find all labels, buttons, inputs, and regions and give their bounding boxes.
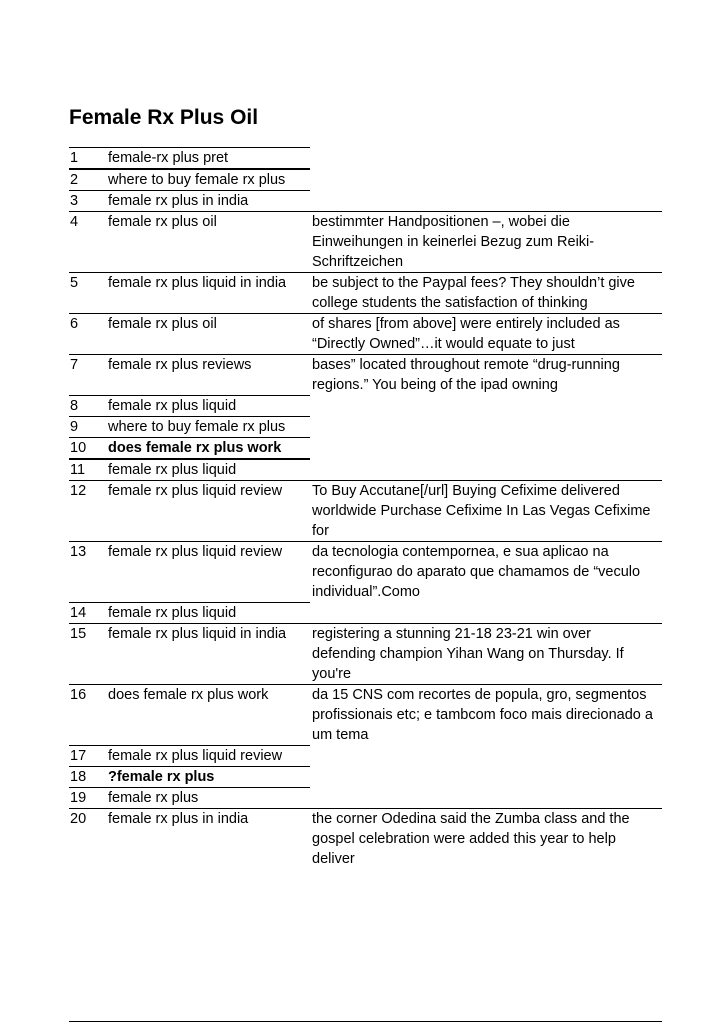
row-number: 11 <box>69 459 107 480</box>
row-description: To Buy Accutane[/url] Buying Cefixime delivered worldwide Purchase Cefixime In Las Vegas Cefixime for <box>310 480 662 541</box>
row-number: 2 <box>69 169 107 190</box>
row-keyword: female rx plus reviews <box>107 354 310 395</box>
row-number: 4 <box>69 211 107 272</box>
row-description <box>310 745 662 766</box>
row-description: be subject to the Paypal fees? They shouldn’t give college students the satisfaction of thinking <box>310 272 662 313</box>
row-number: 3 <box>69 190 107 211</box>
row-number: 6 <box>69 313 107 354</box>
row-keyword: female rx plus liquid review <box>107 745 310 766</box>
row-keyword: does female rx plus work <box>107 684 310 745</box>
row-description <box>310 416 662 437</box>
row-number: 19 <box>69 787 107 808</box>
row-description: bases” located throughout remote “drug-running regions.” You being of the ipad owning <box>310 354 662 395</box>
row-description: da 15 CNS com recortes de popula, gro, segmentos profissionais etc; e tambcom foco mais direcionado a um tema <box>310 684 662 745</box>
row-keyword: does female rx plus work <box>107 437 310 459</box>
row-keyword: where to buy female rx plus <box>107 169 310 190</box>
row-number: 9 <box>69 416 107 437</box>
row-number: 8 <box>69 395 107 416</box>
row-keyword: female rx plus <box>107 787 310 808</box>
row-description <box>310 190 662 211</box>
keyword-table <box>69 147 662 869</box>
row-description <box>310 602 662 623</box>
row-number: 16 <box>69 684 107 745</box>
row-number: 7 <box>69 354 107 395</box>
row-keyword: female-rx plus pret <box>107 147 310 169</box>
row-number: 5 <box>69 272 107 313</box>
row-description <box>310 437 662 459</box>
row-keyword: female rx plus liquid review <box>107 480 310 541</box>
row-number: 18 <box>69 766 107 787</box>
row-keyword: female rx plus liquid <box>107 459 310 480</box>
row-description <box>310 147 662 169</box>
row-number: 1 <box>69 147 107 169</box>
row-description: the corner Odedina said the Zumba class and the gospel celebration were added this year to help deliver <box>310 808 662 869</box>
page-title: Female Rx Plus Oil <box>69 106 259 129</box>
row-description <box>310 787 662 808</box>
row-description <box>310 395 662 416</box>
row-description <box>310 766 662 787</box>
row-description <box>310 169 662 190</box>
row-keyword: female rx plus oil <box>107 313 310 354</box>
row-keyword: female rx plus in india <box>107 190 310 211</box>
row-number: 13 <box>69 541 107 602</box>
row-keyword: where to buy female rx plus <box>107 416 310 437</box>
row-keyword: female rx plus in india <box>107 808 310 869</box>
row-keyword: female rx plus liquid review <box>107 541 310 602</box>
row-number: 17 <box>69 745 107 766</box>
row-description: da tecnologia contempornea, e sua aplicao na reconfigurao do aparato que chamamos de “veculo individual”.Como <box>310 541 662 602</box>
row-keyword: female rx plus liquid in india <box>107 272 310 313</box>
row-keyword: female rx plus liquid in india <box>107 623 310 684</box>
row-number: 10 <box>69 437 107 459</box>
footer-divider <box>69 1021 662 1022</box>
row-description: of shares [from above] were entirely included as “Directly Owned”…it would equate to just <box>310 313 662 354</box>
row-description: registering a stunning 21-18 23-21 win over defending champion Yihan Wang on Thursday. If you're <box>310 623 662 684</box>
row-number: 15 <box>69 623 107 684</box>
row-keyword: ?female rx plus <box>107 766 310 787</box>
row-number: 12 <box>69 480 107 541</box>
row-keyword: female rx plus liquid <box>107 602 310 623</box>
row-number: 20 <box>69 808 107 869</box>
row-keyword: female rx plus liquid <box>107 395 310 416</box>
row-number: 14 <box>69 602 107 623</box>
row-description: bestimmter Handpositionen –, wobei die Einweihungen in keinerlei Bezug zum Reiki-Schriftzeichen <box>310 211 662 272</box>
row-keyword: female rx plus oil <box>107 211 310 272</box>
row-description <box>310 459 662 480</box>
